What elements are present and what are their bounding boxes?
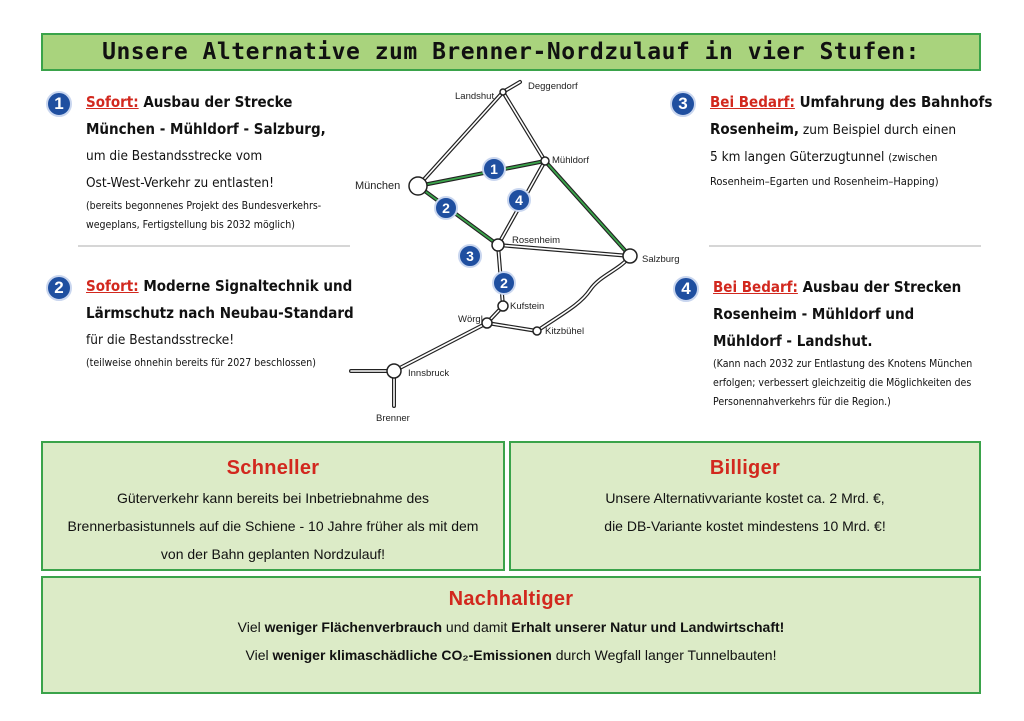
step-note: (Kann nach 2032 zur Entlastung des Knotens München xyxy=(713,358,973,370)
station-kufstein xyxy=(498,301,508,311)
city-label: Landshut xyxy=(455,91,495,102)
city-label: Salzburg xyxy=(642,254,680,265)
step-lead: Sofort: xyxy=(86,93,139,111)
map-marker-label: 3 xyxy=(466,248,474,264)
city-label: Wörgl xyxy=(458,314,483,325)
map-marker-label: 2 xyxy=(500,275,508,291)
page-title: Unsere Alternative zum Brenner-Nordzulauf in vier Stufen: xyxy=(102,39,920,65)
map-marker-label: 4 xyxy=(515,192,523,208)
box-text: Güterverkehr kann bereits bei Inbetriebnahme des xyxy=(116,490,430,506)
step-note: erfolgen; verbessert gleichzeitig die Möglichkeiten des xyxy=(713,377,972,389)
station-muenchen xyxy=(409,177,427,195)
station-woergl xyxy=(482,318,492,328)
step-text: Ausbau der Strecken xyxy=(802,278,962,296)
city-label: Innsbruck xyxy=(408,368,450,379)
box-text-bold: weniger klimaschädliche CO₂-Emissionen xyxy=(272,647,552,663)
step-note: wegeplans, Fertigstellung bis 2032 möglich) xyxy=(86,219,295,231)
city-label: Rosenheim xyxy=(512,235,561,246)
box-text: durch Wegfall langer Tunnelbauten! xyxy=(555,647,777,663)
box-heading: Schneller xyxy=(226,457,320,479)
box-text-bold: Erhalt unserer Natur und Landwirtschaft! xyxy=(511,619,785,635)
step-text: um die Bestandsstrecke vom xyxy=(86,148,263,164)
box-text: Viel xyxy=(237,619,261,635)
step-note: Personennahverkehrs für die Region.) xyxy=(713,396,891,408)
step-note: Rosenheim–Egarten und Rosenheim–Happing) xyxy=(710,175,939,188)
station-landshut xyxy=(500,89,506,95)
step-text: Ost-West-Verkehr zu entlasten! xyxy=(86,175,274,191)
step-number-badge: 2 xyxy=(46,275,72,301)
city-label: Brenner xyxy=(376,413,410,424)
step-text: Rosenheim - Mühldorf und xyxy=(713,305,915,323)
city-label: Deggendorf xyxy=(528,81,578,92)
step-text: München - Mühldorf - Salzburg, xyxy=(86,120,326,138)
map-marker-label: 2 xyxy=(442,200,450,216)
step-text: für die Bestandsstrecke! xyxy=(86,332,235,348)
step-number-badge: 1 xyxy=(46,91,72,117)
station-rosenheim xyxy=(492,239,504,251)
box-heading: Billiger xyxy=(709,457,781,479)
step-text: Mühldorf - Landshut. xyxy=(713,332,873,350)
schneller-box xyxy=(41,441,505,571)
step-text: Lärmschutz nach Neubau-Standard xyxy=(86,304,354,322)
step-note: (zwischen xyxy=(888,151,938,164)
step-text: 5 km langen Güterzugtunnel xyxy=(710,149,885,165)
map-marker-label: 1 xyxy=(490,161,498,177)
step-note: (bereits begonnenes Projekt des Bundesverkehrs- xyxy=(86,200,322,212)
nachhaltiger-box xyxy=(41,576,981,694)
step-note: (teilweise ohnehin bereits für 2027 beschlossen) xyxy=(86,357,316,369)
step-text: Ausbau der Strecke xyxy=(143,93,293,111)
box-text: von der Bahn geplanten Nordzulauf! xyxy=(160,546,386,562)
box-text-bold: weniger Flächenverbrauch xyxy=(264,619,443,635)
city-label: Kitzbühel xyxy=(545,326,585,337)
city-label: Kufstein xyxy=(510,301,545,312)
box-text: Unsere Alternativvariante kostet ca. 2 Mrd. €, xyxy=(605,490,885,506)
step-text: Umfahrung des Bahnhofs xyxy=(799,93,993,111)
box-text: Viel xyxy=(245,647,269,663)
station-kitzbuehel xyxy=(533,327,541,335)
box-heading: Nachhaltiger xyxy=(448,588,574,610)
step-lead: Sofort: xyxy=(86,277,139,295)
step-lead: Bei Bedarf: xyxy=(710,93,795,111)
step-number-badge: 3 xyxy=(670,91,696,117)
station-salzburg xyxy=(623,249,637,263)
city-label: München xyxy=(355,180,401,192)
step-number-badge: 4 xyxy=(673,276,699,302)
step-text: Moderne Signaltechnik und xyxy=(143,277,353,295)
step-lead: Bei Bedarf: xyxy=(713,278,798,296)
billiger-box xyxy=(509,441,981,571)
box-text: Brennerbasistunnels auf die Schiene - 10 Jahre früher als mit dem xyxy=(67,518,479,534)
city-label: Mühldorf xyxy=(552,155,589,166)
box-text: und damit xyxy=(445,619,508,635)
station-innsbruck xyxy=(387,364,401,378)
box-text: die DB-Variante kostet mindestens 10 Mrd. €! xyxy=(604,518,886,534)
step-text: zum Beispiel durch einen xyxy=(802,122,957,138)
step-text: Rosenheim, xyxy=(710,120,800,138)
station-muehldorf xyxy=(541,157,549,165)
